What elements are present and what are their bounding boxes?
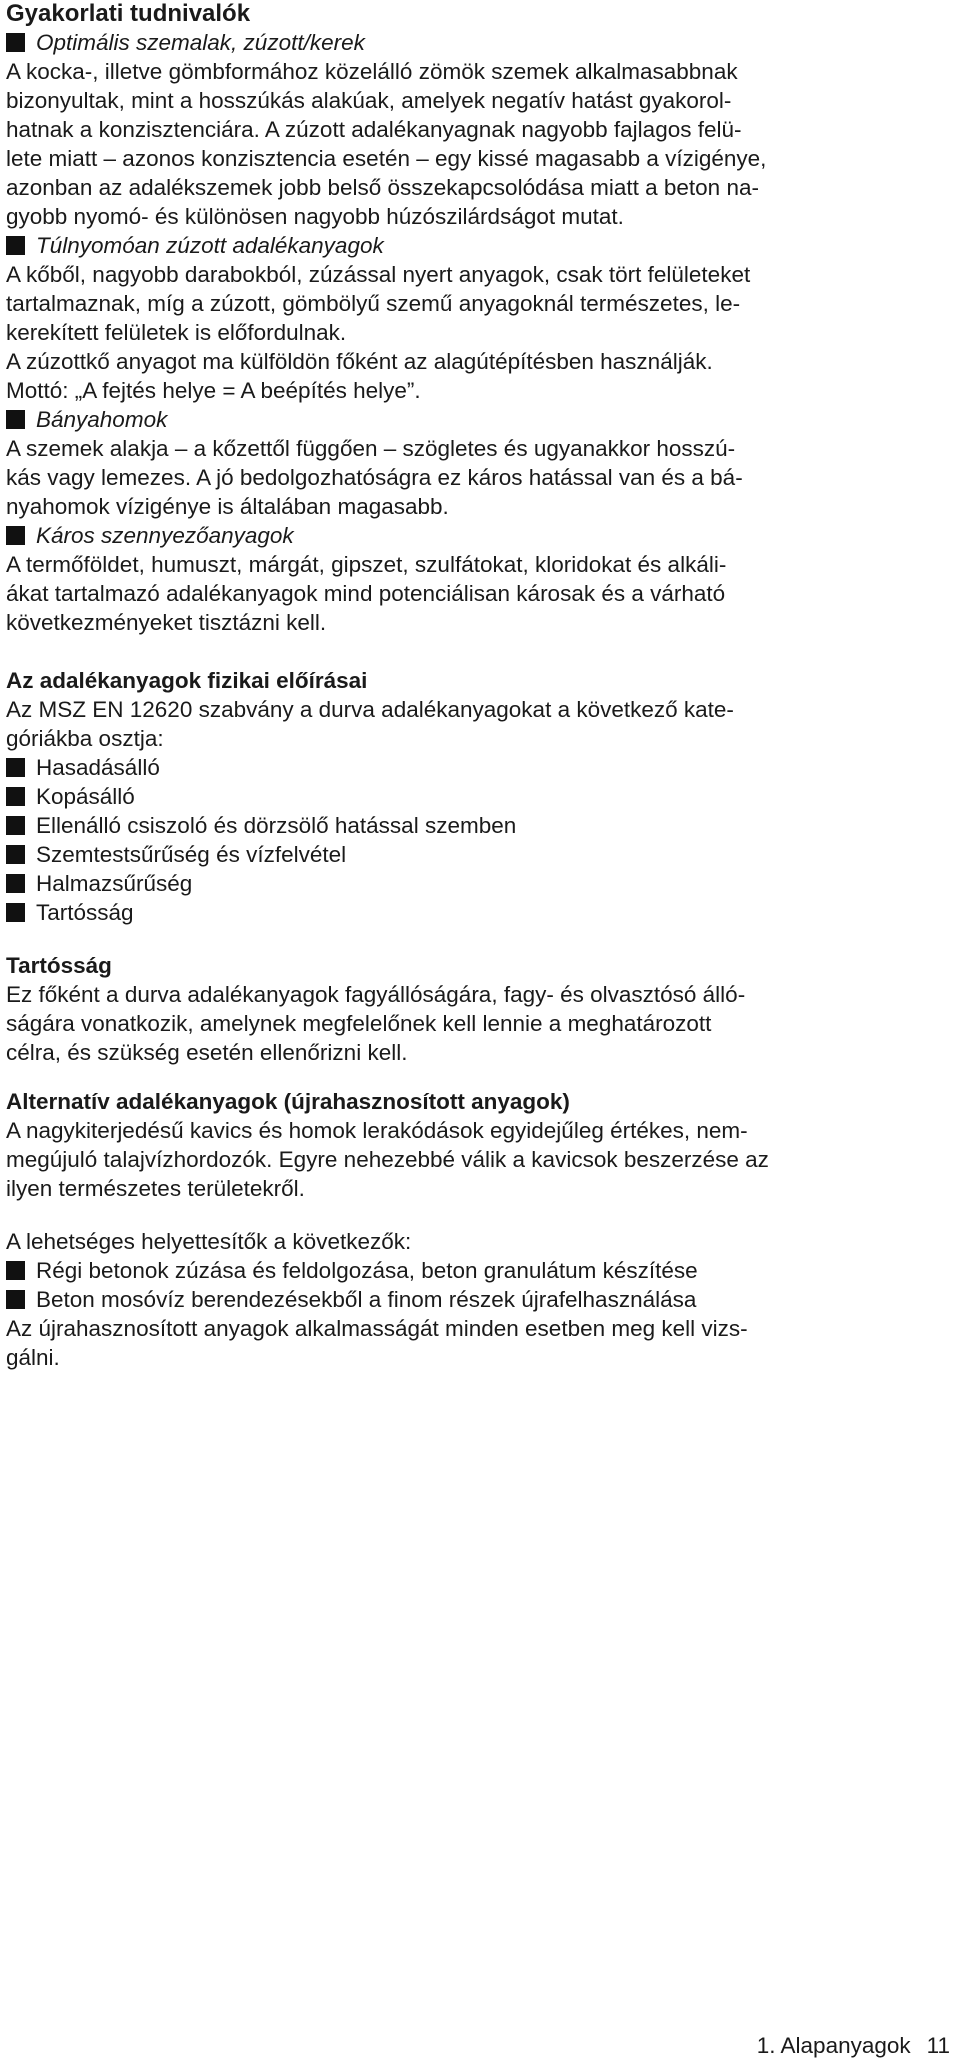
paragraph-line: Ez főként a durva adalékanyagok fagyállóságára, fagy- és olvasztósó álló- [6,982,746,1007]
paragraph-line: ságára vonatkozik, amelynek megfelelőnek kell lennie a meghatározott [6,1011,712,1036]
section-title: Alternatív adalékanyagok (újrahasznosított anyagok) [6,1089,570,1114]
paragraph-line: kás vagy lemezes. A jó bedolgozhatóságra ez káros hatással van és a bá- [6,465,743,490]
list-item-text: Kopásálló [36,784,135,809]
list-item-text: Régi betonok zúzása és feldolgozása, beton granulátum készítése [36,1258,698,1283]
bullet-square-icon [6,845,25,864]
paragraph-line: Mottó: „A fejtés helye = A beépítés helye”. [6,378,421,403]
physical-requirements-section [6,666,954,927]
paragraph-line: A kőből, nagyobb darabokból, zúzással nyert anyagok, csak tört felületeket [6,262,751,287]
list-item [6,782,954,811]
paragraph-line: lete miatt – azonos konzisztencia esetén – egy kissé magasabb a vízigénye, [6,146,767,171]
list-item-text: Halmazsűrűség [36,871,193,896]
substitutes-block [6,1227,954,1372]
paragraph-line: nyahomok vízigénye is általában magasabb. [6,494,449,519]
paragraph-line: gyobb nyomó- és különösen nagyobb húzószilárdságot mutat. [6,204,624,229]
subsection-heading [6,231,954,260]
subsection-heading [6,405,954,434]
paragraph-line: megújuló talajvízhordozók. Egyre nehezebbé válik a kavicsok beszerzése az [6,1147,769,1172]
list-item [6,1285,954,1314]
list-item-text: Tartósság [36,900,134,925]
paragraph-line: gálni. [6,1345,60,1370]
bullet-square-icon [6,410,25,429]
paragraph-line: következményeket tisztázni kell. [6,610,327,635]
practical-notes-section [6,0,954,637]
subsection-heading-text: Túlnyomóan zúzott adalékanyagok [36,233,384,258]
paragraph-line: hatnak a konzisztenciára. A zúzott adalékanyagnak nagyobb fajlagos felü- [6,117,742,142]
page-number: 11 [926,2033,950,2058]
bullet-square-icon [6,874,25,893]
list-item-text: Beton mosóvíz berendezésekből a finom részek újrafelhasználása [36,1287,697,1312]
subsection-heading [6,521,954,550]
list-item-text: Szemtestsűrűség és vízfelvétel [36,842,347,867]
paragraph-line: azonban az adalékszemek jobb belső összekapcsolódása miatt a beton na- [6,175,759,200]
section-title: Gyakorlati tudnivalók [6,0,251,27]
paragraph-line: A termőföldet, humuszt, márgát, gipszet, szulfátokat, kloridokat és alkáli- [6,552,727,577]
list-item [6,869,954,898]
bullet-square-icon [6,33,25,52]
bullet-square-icon [6,1290,25,1309]
paragraph-line: kerekített felületek is előfordulnak. [6,320,347,345]
list-item [6,840,954,869]
bullet-square-icon [6,903,25,922]
durability-section [6,951,954,1067]
bullet-square-icon [6,526,25,545]
paragraph-line: A kocka-, illetve gömbformához közelálló zömök szemek alkalmasabbnak [6,59,738,84]
bullet-square-icon [6,236,25,255]
section-title: Tartósság [6,953,112,978]
paragraph-line: A nagykiterjedésű kavics és homok lerakódások egyidejűleg értékes, nem- [6,1118,748,1143]
chapter-label: 1. Alapanyagok [756,2033,911,2058]
bullet-square-icon [6,816,25,835]
alternative-aggregates-section [6,1087,954,1203]
list-item-text: Ellenálló csiszoló és dörzsölő hatással szemben [36,813,517,838]
page-footer [757,2032,950,2060]
section-title: Az adalékanyagok fizikai előírásai [6,668,368,693]
bullet-square-icon [6,758,25,777]
subsection-heading-text: Optimális szemalak, zúzott/kerek [36,30,365,55]
subsection-heading-text: Bányahomok [36,407,168,432]
paragraph-line: A szemek alakja – a kőzettől függően – szögletes és ugyanakkor hosszú- [6,436,736,461]
paragraph-line: góriákba osztja: [6,726,164,751]
subsection-heading [6,28,954,57]
list-item [6,898,954,927]
substitutes-intro: A lehetséges helyettesítők a következők: [6,1229,412,1254]
paragraph-line: ilyen természetes területekről. [6,1176,305,1201]
paragraph-line: ákat tartalmazó adalékanyagok mind potenciálisan károsak és a várható [6,581,726,606]
paragraph-line: tartalmaznak, míg a zúzott, gömbölyű szemű anyagoknál természetes, le- [6,291,741,316]
paragraph-line: Az MSZ EN 12620 szabvány a durva adalékanyagokat a következő kate- [6,697,734,722]
list-item [6,1256,954,1285]
paragraph-line: bizonyultak, mint a hosszúkás alakúak, amelyek negatív hatást gyakorol- [6,88,732,113]
bullet-square-icon [6,1261,25,1280]
bullet-square-icon [6,787,25,806]
list-item-text: Hasadásálló [36,755,160,780]
list-item [6,811,954,840]
paragraph-line: célra, és szükség esetén ellenőrizni kell. [6,1040,408,1065]
paragraph-line: A zúzottkő anyagot ma külföldön főként az alagútépítésben használják. [6,349,713,374]
subsection-heading-text: Káros szennyezőanyagok [36,523,294,548]
paragraph-line: Az újrahasznosított anyagok alkalmasságát minden esetben meg kell vizs- [6,1316,748,1341]
list-item [6,753,954,782]
